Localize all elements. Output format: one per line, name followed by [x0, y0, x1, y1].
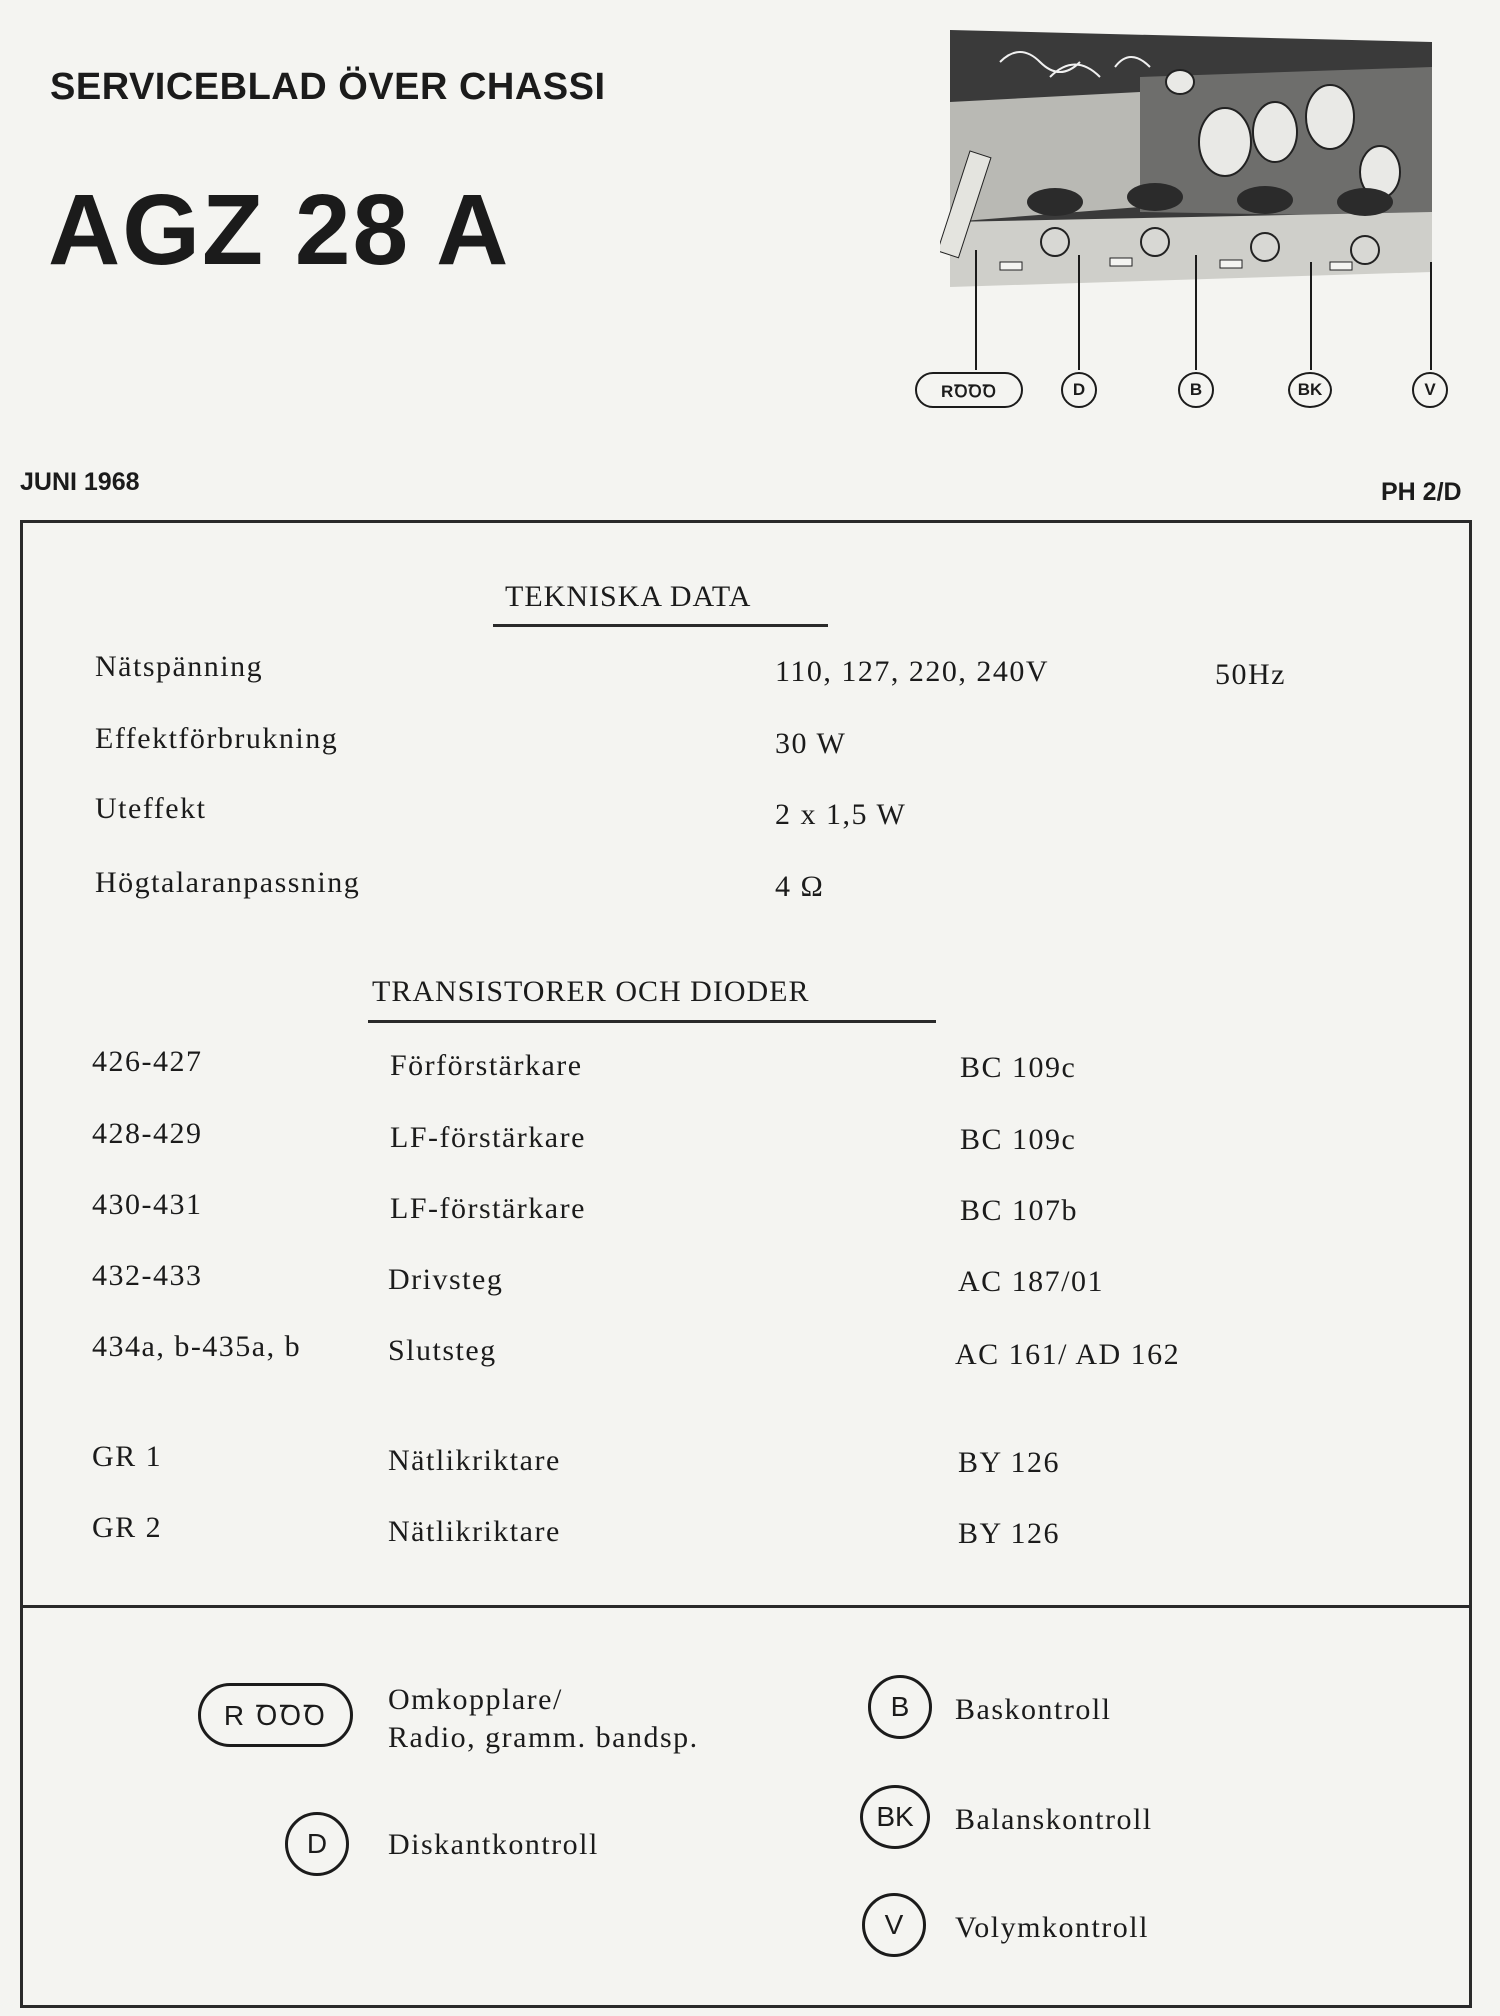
transistor-function: Drivsteg	[388, 1263, 504, 1296]
diode-type: BY 126	[958, 1517, 1061, 1550]
leader-line	[1430, 262, 1432, 370]
callout-d: D	[1061, 372, 1097, 408]
legend-bk-symbol: BK	[860, 1785, 930, 1849]
section-divider	[20, 1605, 1472, 1608]
spec-value: 2 x 1,5 W	[775, 798, 907, 831]
legend-switch-symbol: R ꝹꝹꝹ	[198, 1683, 353, 1747]
transistor-function: LF-förstärkare	[390, 1192, 586, 1225]
transistor-function: Slutsteg	[388, 1334, 497, 1367]
transistor-type: BC 109c	[960, 1123, 1077, 1156]
legend-b-symbol: B	[868, 1675, 932, 1739]
legend-v-label: Volymkontroll	[955, 1911, 1149, 1944]
transistor-ref: 434a, b-435a, b	[92, 1330, 302, 1363]
spec-label: Uteffekt	[95, 792, 207, 825]
document-title: SERVICEBLAD ÖVER CHASSI	[50, 66, 606, 108]
transistor-ref: 430-431	[92, 1188, 203, 1221]
transistor-type: AC 161/ AD 162	[955, 1338, 1181, 1371]
leader-line	[975, 250, 977, 370]
legend-d-symbol: D	[285, 1812, 349, 1876]
spec-label: Effektförbrukning	[95, 722, 339, 755]
transistor-type: BC 107b	[960, 1194, 1079, 1227]
spec-value: 110, 127, 220, 240V	[775, 655, 1050, 688]
diode-function: Nätlikriktare	[388, 1515, 561, 1548]
issue-date: JUNI 1968	[20, 468, 140, 496]
diode-ref: GR 1	[92, 1440, 163, 1473]
legend-bk-label: Balanskontroll	[955, 1803, 1153, 1836]
chassis-photo	[940, 22, 1440, 327]
legend-v-symbol: V	[862, 1893, 926, 1957]
model-name: AGZ 28 A	[48, 174, 511, 286]
heading-underline	[493, 624, 828, 627]
transistor-ref: 428-429	[92, 1117, 203, 1150]
diode-ref: GR 2	[92, 1511, 163, 1544]
transistor-function: Förförstärkare	[390, 1049, 583, 1082]
transistor-function: LF-förstärkare	[390, 1121, 586, 1154]
leader-line	[1078, 255, 1080, 370]
transistor-type: AC 187/01	[958, 1265, 1105, 1298]
spec-value: 30 W	[775, 727, 847, 760]
legend-d-label: Diskantkontroll	[388, 1828, 599, 1861]
legend-switch-label: Omkopplare/	[388, 1683, 563, 1716]
legend-switch-label: Radio, gramm. bandsp.	[388, 1721, 699, 1754]
spec-label: Högtalaranpassning	[95, 866, 361, 899]
callout-b: B	[1178, 372, 1214, 408]
diode-type: BY 126	[958, 1446, 1061, 1479]
heading-underline	[368, 1020, 936, 1023]
spec-frequency: 50Hz	[1215, 658, 1286, 691]
spec-label: Nätspänning	[95, 650, 264, 683]
diode-function: Nätlikriktare	[388, 1444, 561, 1477]
transistor-ref: 426-427	[92, 1045, 203, 1078]
callout-switch: RꝹꝹꝹ	[915, 372, 1023, 408]
transistor-ref: 432-433	[92, 1259, 203, 1292]
spec-value: 4 Ω	[775, 870, 825, 903]
transistor-type: BC 109c	[960, 1051, 1077, 1084]
heading-transistorer: TRANSISTORER OCH DIODER	[372, 975, 810, 1008]
callout-bk: BK	[1288, 372, 1332, 408]
document-code: PH 2/D	[1381, 478, 1462, 506]
callout-v: V	[1412, 372, 1448, 408]
leader-line	[1310, 262, 1312, 370]
legend-b-label: Baskontroll	[955, 1693, 1112, 1726]
heading-tekniska-data: TEKNISKA DATA	[505, 580, 752, 613]
leader-line	[1195, 255, 1197, 370]
